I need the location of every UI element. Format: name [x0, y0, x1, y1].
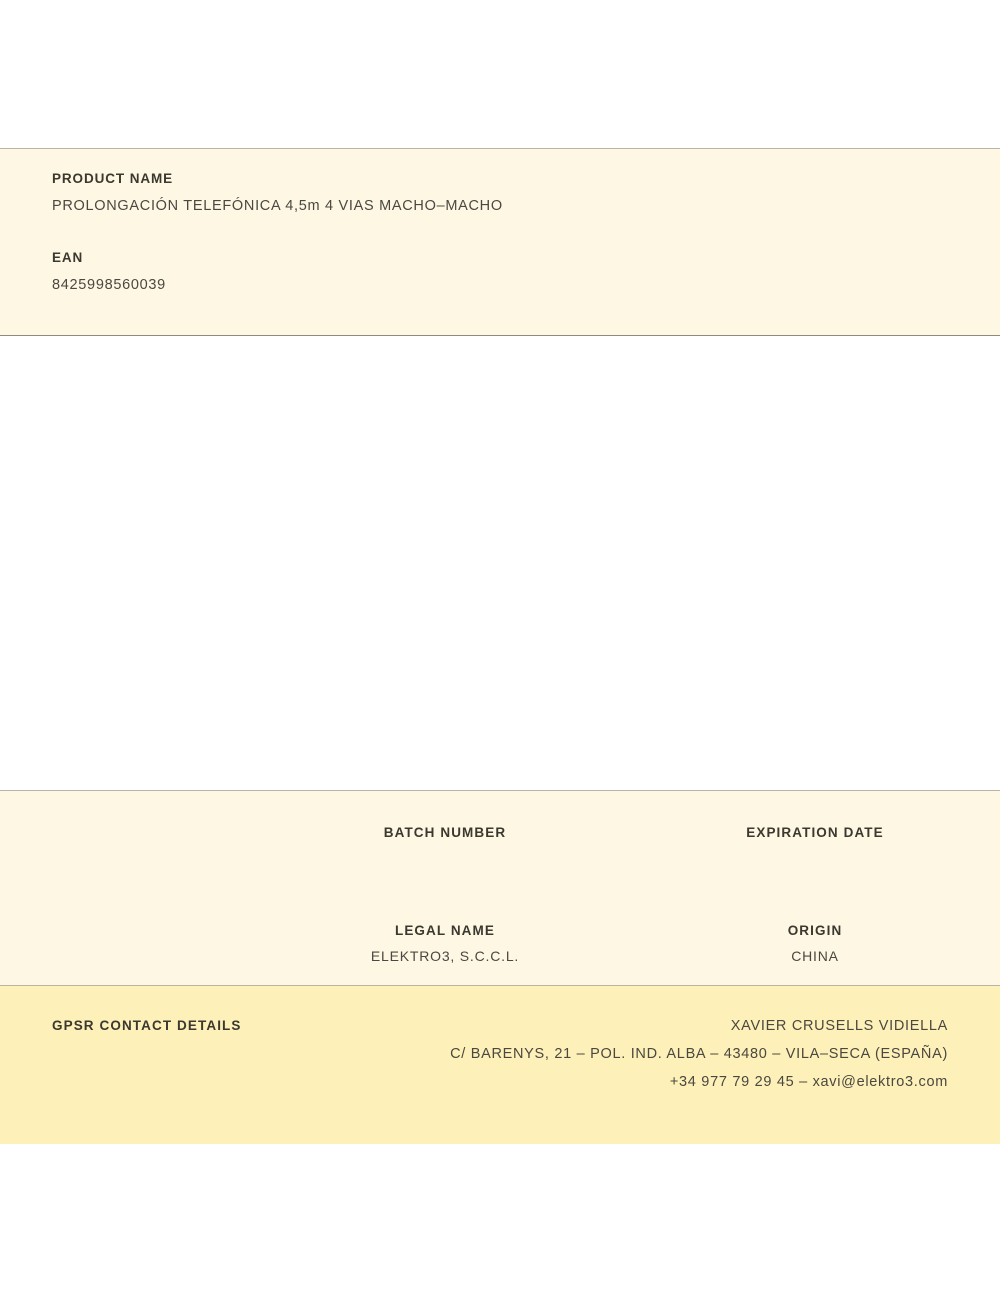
gpsr-contact-person: XAVIER CRUSELLS VIDIELLA [730, 1018, 948, 1034]
gpsr-contact-details [450, 1012, 948, 1096]
product-name-value: PROLONGACIÓN TELEFÓNICA 4,5m 4 VIAS MACHO–MACHO [52, 198, 503, 214]
expiration-date-value [630, 850, 1000, 867]
ean-label: EAN [52, 250, 84, 265]
batch-number-label: BATCH NUMBER [383, 825, 507, 840]
batch-row [0, 791, 1000, 867]
expiration-date-label: EXPIRATION DATE [746, 825, 884, 840]
batch-legal-section [0, 790, 1000, 986]
origin-column [630, 923, 1000, 965]
ean-group [52, 250, 948, 293]
ean-value: 8425998560039 [52, 277, 166, 293]
product-name-label: PRODUCT NAME [52, 171, 174, 186]
gpsr-contact-address: C/ BARENYS, 21 – POL. IND. ALBA – 43480 – VILA–SECA (ESPAÑA) [450, 1046, 948, 1062]
batch-number-column [260, 825, 630, 867]
blank-bottom-area [0, 1144, 1000, 1300]
product-info-section [0, 148, 1000, 336]
legal-name-label: LEGAL NAME [394, 923, 495, 938]
legal-row [0, 867, 1000, 965]
product-info-inner [0, 149, 1000, 293]
gpsr-contact-section [0, 986, 1000, 1144]
origin-value: CHINA [791, 948, 839, 964]
legal-name-value: ELEKTRO3, S.C.C.L. [370, 948, 520, 964]
expiration-date-column [630, 825, 1000, 867]
gpsr-contact-label: GPSR CONTACT DETAILS [52, 1018, 242, 1033]
origin-label: ORIGIN [787, 923, 843, 938]
batch-number-value [260, 850, 630, 867]
legal-name-column [260, 923, 630, 965]
blank-middle-area [0, 336, 1000, 790]
legal-spacer-column [0, 923, 260, 965]
batch-spacer-column [0, 825, 260, 867]
gpsr-contact-phone-email: +34 977 79 29 45 – xavi@elektro3.com [669, 1074, 948, 1090]
